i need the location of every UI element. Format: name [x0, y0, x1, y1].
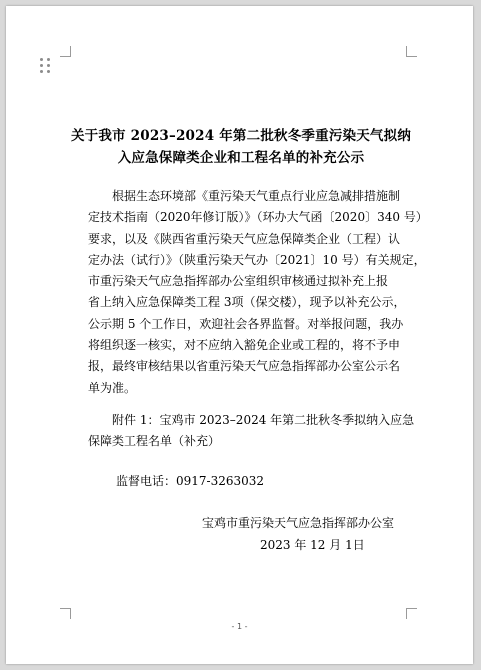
title-line: 关于我市 2023–2024 年第二批秋冬季重污染天气拟纳 — [70, 128, 412, 144]
body-line: 省上纳入应急保障类工程 3项（保交楼），现予以补充公示， — [88, 295, 406, 310]
title-line: 入应急保障类企业和工程名单的补充公示 — [117, 150, 365, 166]
body-line: 公示期 5 个工作日，欢迎社会各界监督。对举报问题，我办 — [88, 316, 404, 331]
attachment-note — [88, 410, 415, 453]
drag-handle-icon[interactable] — [40, 58, 52, 74]
attachment-line: 附件 1：宝鸡市 2023–2024 年第二批秋冬季拟纳入应急 — [112, 413, 415, 427]
issuing-office: 宝鸡市重污染天气应急指挥部办公室 — [202, 516, 395, 530]
issue-date: 2023 年 12 月 1日 — [260, 538, 365, 552]
body-line: 要求，以及《陕西省重污染天气应急保障类企业（工程）认 — [88, 231, 401, 246]
body-line: 将组织逐一核实，对不应纳入豁免企业或工程的，将不予申 — [88, 338, 401, 353]
supervision-phone: 监督电话：0917-3263032 — [116, 474, 265, 488]
crop-mark-bottom-right — [406, 608, 417, 619]
document-page — [6, 6, 473, 664]
body-line: 单为准。 — [88, 380, 137, 395]
attachment-line: 保障类工程名单（补充） — [88, 434, 221, 449]
crop-mark-top-right — [406, 46, 417, 57]
body-line: 根据生态环境部《重污染天气重点行业应急减排措施制 — [112, 189, 401, 203]
document-title — [66, 125, 416, 169]
crop-mark-top-left — [60, 46, 71, 57]
body-line: 定技术指南（2020年修订版）》（环办大气函〔2020〕340 号） — [88, 210, 428, 225]
body-line: 定办法（试行）》（陕重污染天气办〔2021〕10 号）有关规定， — [88, 252, 426, 267]
body-line: 报，最终审核结果以省重污染天气应急指挥部办公室公示名 — [88, 359, 401, 374]
page-number: - 1 - — [231, 622, 248, 631]
document-body — [88, 186, 428, 399]
body-line: 市重污染天气应急指挥部办公室组织审核通过拟补充上报 — [88, 274, 389, 289]
crop-mark-bottom-left — [60, 608, 71, 619]
